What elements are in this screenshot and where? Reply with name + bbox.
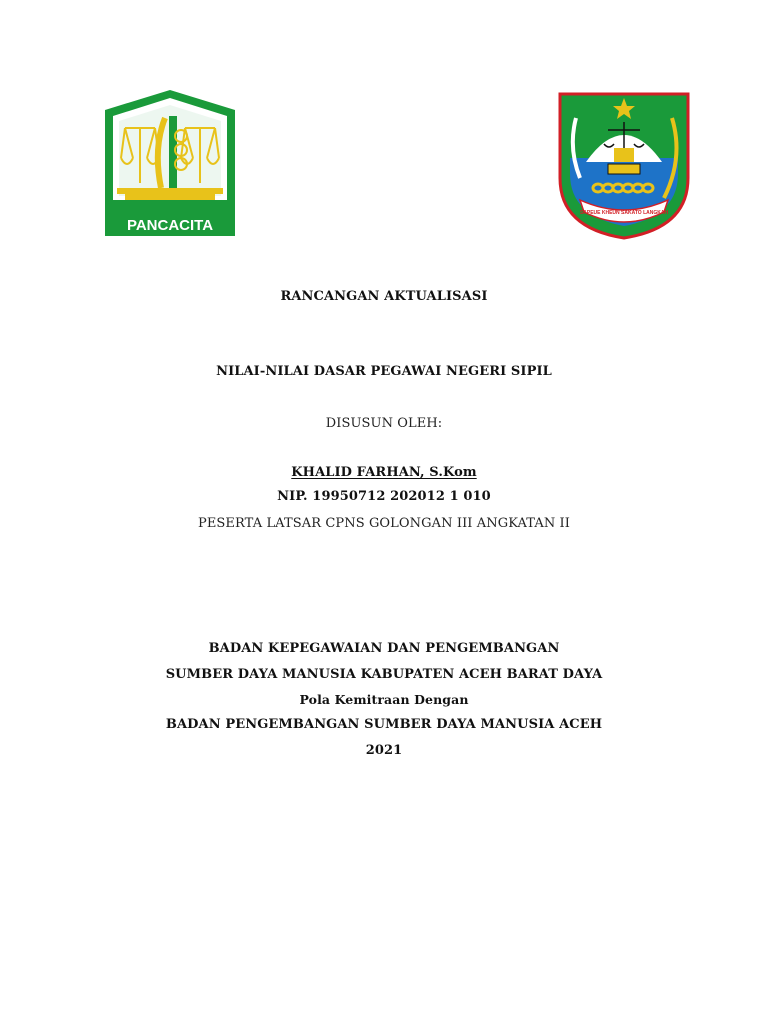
author-nip: NIP. 19950712 202012 1 010 xyxy=(277,489,491,504)
institution-line-4: BADAN PENGEMBANGAN SUMBER DAYA MANUSIA ACEH xyxy=(165,717,603,732)
partnership-line: Pola Kemitraan Dengan xyxy=(299,692,469,707)
pancacita-emblem-icon xyxy=(95,88,245,238)
institution-line-1: BADAN KEPEGAWAIAN DAN PENGEMBANGAN xyxy=(208,641,560,656)
institution-line-2: SUMBER DAYA MANUSIA KABUPATEN ACEH BARAT DAYA xyxy=(165,667,603,682)
prepared-by-label: DISUSUN OLEH: xyxy=(325,416,443,431)
aceh-barat-daya-emblem-icon xyxy=(556,88,692,240)
author-name: KHALID FARHAN, S.Kom xyxy=(291,465,477,480)
document-title: RANCANGAN AKTUALISASI xyxy=(280,289,488,304)
pancacita-text: PANCACITA xyxy=(126,217,214,234)
motto-text: SAPEUE KHEUN SAKATO LANGKAH xyxy=(579,210,669,216)
document-year: 2021 xyxy=(365,743,403,758)
author-role: PESERTA LATSAR CPNS GOLONGAN III ANGKATAN II xyxy=(197,516,571,531)
document-subtitle: NILAI-NILAI DASAR PEGAWAI NEGERI SIPIL xyxy=(216,364,552,379)
